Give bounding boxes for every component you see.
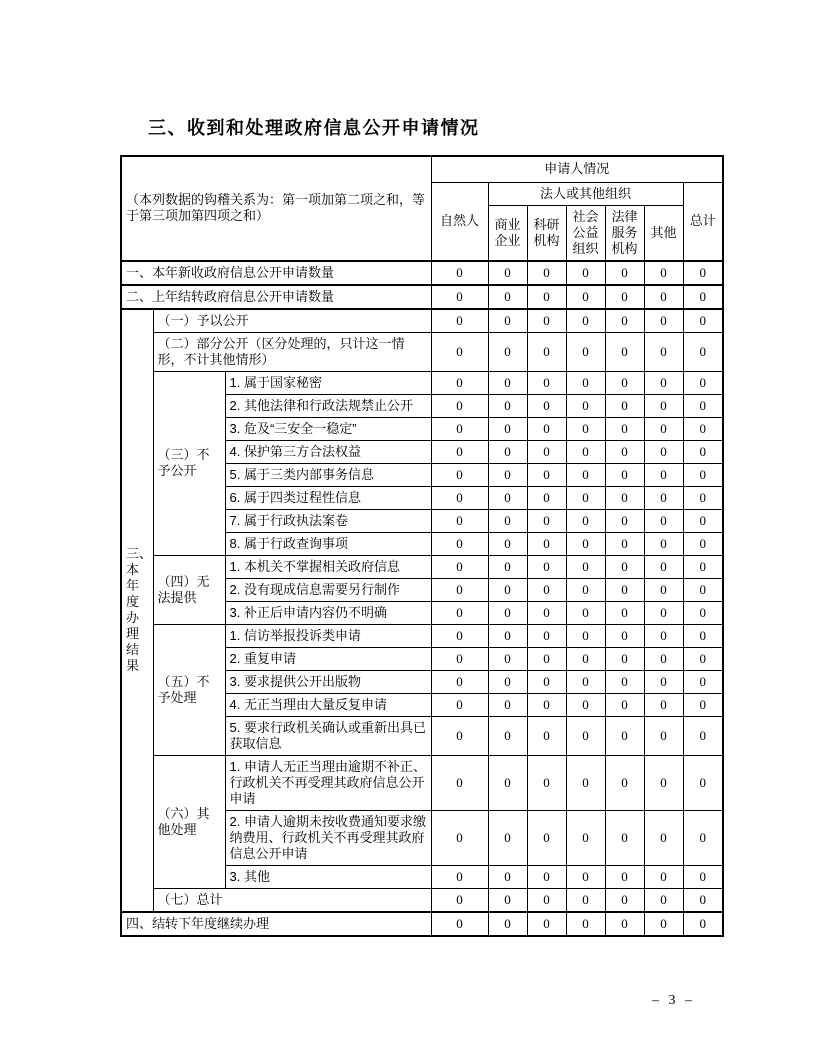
value-cell: 0 (644, 624, 683, 647)
value-cell: 0 (431, 912, 488, 936)
value-cell: 0 (566, 912, 605, 936)
row-label: 8. 属于行政查询事项 (225, 532, 431, 555)
value-cell: 0 (566, 463, 605, 486)
value-cell: 0 (566, 888, 605, 912)
row-label: 4. 无正当理由大量反复申请 (225, 693, 431, 716)
value-cell: 0 (683, 624, 723, 647)
value-cell: 0 (644, 647, 683, 670)
row-label: 二、上年结转政府信息公开申请数量 (121, 285, 431, 309)
value-cell: 0 (605, 394, 644, 417)
header-applicant-group: 申请人情况 (431, 156, 723, 182)
row-label: 5. 属于三类内部事务信息 (225, 463, 431, 486)
value-cell: 0 (683, 417, 723, 440)
value-cell: 0 (488, 670, 527, 693)
value-cell: 0 (527, 532, 566, 555)
value-cell: 0 (488, 532, 527, 555)
value-cell: 0 (488, 601, 527, 624)
value-cell: 0 (431, 810, 488, 865)
value-cell: 0 (683, 309, 723, 333)
value-cell: 0 (566, 371, 605, 394)
value-cell: 0 (683, 810, 723, 865)
value-cell: 0 (431, 647, 488, 670)
row-label: 4. 保护第三方合法权益 (225, 440, 431, 463)
value-cell: 0 (683, 532, 723, 555)
value-cell: 0 (431, 463, 488, 486)
info-request-table (120, 155, 724, 937)
value-cell: 0 (644, 486, 683, 509)
value-cell: 0 (566, 716, 605, 755)
value-cell: 0 (488, 716, 527, 755)
value-cell: 0 (605, 261, 644, 285)
value-cell: 0 (431, 261, 488, 285)
value-cell: 0 (644, 394, 683, 417)
value-cell: 0 (488, 693, 527, 716)
value-cell: 0 (683, 555, 723, 578)
value-cell: 0 (644, 865, 683, 888)
value-cell: 0 (488, 285, 527, 309)
value-cell: 0 (683, 601, 723, 624)
value-cell: 0 (527, 555, 566, 578)
value-cell: 0 (566, 309, 605, 333)
row-label: 1. 本机关不掌握相关政府信息 (225, 555, 431, 578)
value-cell: 0 (527, 440, 566, 463)
value-cell: 0 (431, 755, 488, 810)
row-label: 3. 要求提供公开出版物 (225, 670, 431, 693)
value-cell: 0 (527, 285, 566, 309)
table-row (121, 624, 723, 647)
header-col-legal-service: 法律服务机构 (605, 205, 644, 261)
section-title: 三、收到和处理政府信息公开申请情况 (148, 118, 480, 138)
table-row (121, 371, 723, 394)
value-cell: 0 (527, 693, 566, 716)
value-cell: 0 (644, 509, 683, 532)
value-cell: 0 (605, 371, 644, 394)
value-cell: 0 (605, 670, 644, 693)
value-cell: 0 (566, 486, 605, 509)
value-cell: 0 (644, 285, 683, 309)
row-label: 2. 没有现成信息需要另行制作 (225, 578, 431, 601)
value-cell: 0 (605, 332, 644, 371)
value-cell: 0 (488, 332, 527, 371)
row-label: 1. 申请人无正当理由逾期不补正、行政机关不再受理其政府信息公开申请 (225, 755, 431, 810)
group-label-not-processed: （五）不予处理 (153, 624, 225, 755)
value-cell: 0 (683, 670, 723, 693)
row-label: 2. 其他法律和行政法规禁止公开 (225, 394, 431, 417)
value-cell: 0 (527, 371, 566, 394)
header-natural-person: 自然人 (431, 182, 488, 261)
value-cell: 0 (527, 670, 566, 693)
value-cell: 0 (527, 601, 566, 624)
value-cell: 0 (605, 417, 644, 440)
table-row (121, 888, 723, 912)
value-cell: 0 (683, 285, 723, 309)
value-cell: 0 (431, 865, 488, 888)
value-cell: 0 (488, 578, 527, 601)
value-cell: 0 (488, 261, 527, 285)
value-cell: 0 (431, 309, 488, 333)
value-cell: 0 (527, 486, 566, 509)
value-cell: 0 (644, 810, 683, 865)
value-cell: 0 (683, 486, 723, 509)
value-cell: 0 (488, 810, 527, 865)
value-cell: 0 (488, 555, 527, 578)
value-cell: 0 (431, 486, 488, 509)
value-cell: 0 (683, 912, 723, 936)
value-cell: 0 (527, 309, 566, 333)
value-cell: 0 (605, 555, 644, 578)
value-cell: 0 (431, 670, 488, 693)
value-cell: 0 (605, 285, 644, 309)
value-cell: 0 (488, 440, 527, 463)
value-cell: 0 (527, 463, 566, 486)
value-cell: 0 (605, 509, 644, 532)
value-cell: 0 (566, 578, 605, 601)
value-cell: 0 (605, 578, 644, 601)
value-cell: 0 (527, 578, 566, 601)
group-label-unable-to-provide: （四）无法提供 (153, 555, 225, 624)
value-cell: 0 (644, 532, 683, 555)
section3-vertical-label: 三、本年度办理结果 (121, 309, 153, 912)
table-row (121, 912, 723, 936)
row-label: 7. 属于行政执法案卷 (225, 509, 431, 532)
header-note: （本列数据的钩稽关系为：第一项加第二项之和，等于第三项加第四项之和） (121, 156, 431, 261)
value-cell: 0 (431, 285, 488, 309)
table-row (121, 309, 723, 333)
value-cell: 0 (566, 755, 605, 810)
value-cell: 0 (605, 532, 644, 555)
row-label: （二）部分公开（区分处理的，只计这一情形，不计其他情形） (153, 332, 431, 371)
value-cell: 0 (431, 624, 488, 647)
value-cell: 0 (488, 417, 527, 440)
header-row-1 (121, 156, 723, 182)
group-label-not-disclosed: （三）不予公开 (153, 371, 225, 555)
value-cell: 0 (605, 912, 644, 936)
header-legal-group: 法人或其他组织 (488, 182, 683, 205)
header-col-social-welfare: 社会公益组织 (566, 205, 605, 261)
value-cell: 0 (566, 647, 605, 670)
group-label-other-handling: （六）其他处理 (153, 755, 225, 888)
table-row (121, 555, 723, 578)
value-cell: 0 (644, 309, 683, 333)
value-cell: 0 (527, 888, 566, 912)
value-cell: 0 (431, 440, 488, 463)
row-label: （七）总计 (153, 888, 431, 912)
value-cell: 0 (431, 601, 488, 624)
value-cell: 0 (488, 755, 527, 810)
value-cell: 0 (431, 332, 488, 371)
value-cell: 0 (527, 394, 566, 417)
value-cell: 0 (644, 332, 683, 371)
value-cell: 0 (527, 647, 566, 670)
value-cell: 0 (431, 509, 488, 532)
value-cell: 0 (527, 912, 566, 936)
value-cell: 0 (566, 532, 605, 555)
header-col-research: 科研机构 (527, 205, 566, 261)
value-cell: 0 (488, 865, 527, 888)
value-cell: 0 (431, 371, 488, 394)
value-cell: 0 (605, 755, 644, 810)
row-label: 一、本年新收政府信息公开申请数量 (121, 261, 431, 285)
value-cell: 0 (605, 309, 644, 333)
value-cell: 0 (527, 810, 566, 865)
value-cell: 0 (605, 693, 644, 716)
value-cell: 0 (431, 394, 488, 417)
value-cell: 0 (488, 647, 527, 670)
value-cell: 0 (644, 417, 683, 440)
value-cell: 0 (488, 463, 527, 486)
value-cell: 0 (644, 463, 683, 486)
value-cell: 0 (527, 417, 566, 440)
row-label: 5. 要求行政机关确认或重新出具已获取信息 (225, 716, 431, 755)
table-row (121, 755, 723, 810)
value-cell: 0 (644, 261, 683, 285)
value-cell: 0 (683, 509, 723, 532)
value-cell: 0 (566, 394, 605, 417)
value-cell: 0 (683, 755, 723, 810)
value-cell: 0 (566, 417, 605, 440)
value-cell: 0 (566, 555, 605, 578)
value-cell: 0 (566, 624, 605, 647)
row-label: 3. 危及“三安全一稳定” (225, 417, 431, 440)
value-cell: 0 (683, 463, 723, 486)
table-row (121, 261, 723, 285)
value-cell: 0 (488, 624, 527, 647)
value-cell: 0 (488, 912, 527, 936)
value-cell: 0 (644, 578, 683, 601)
value-cell: 0 (683, 371, 723, 394)
page-number: – 3 – (652, 993, 695, 1008)
value-cell: 0 (431, 888, 488, 912)
value-cell: 0 (488, 371, 527, 394)
table-row (121, 285, 723, 309)
value-cell: 0 (683, 440, 723, 463)
value-cell: 0 (566, 670, 605, 693)
value-cell: 0 (527, 624, 566, 647)
value-cell: 0 (644, 888, 683, 912)
table-row (121, 332, 723, 371)
value-cell: 0 (683, 394, 723, 417)
value-cell: 0 (566, 332, 605, 371)
header-col-other: 其他 (644, 205, 683, 261)
value-cell: 0 (527, 261, 566, 285)
value-cell: 0 (605, 647, 644, 670)
value-cell: 0 (683, 865, 723, 888)
value-cell: 0 (566, 440, 605, 463)
value-cell: 0 (683, 578, 723, 601)
value-cell: 0 (605, 810, 644, 865)
header-total: 总计 (683, 182, 723, 261)
value-cell: 0 (644, 716, 683, 755)
value-cell: 0 (566, 865, 605, 888)
value-cell: 0 (605, 440, 644, 463)
row-label: 3. 其他 (225, 865, 431, 888)
value-cell: 0 (644, 601, 683, 624)
value-cell: 0 (644, 440, 683, 463)
value-cell: 0 (605, 888, 644, 912)
value-cell: 0 (488, 486, 527, 509)
value-cell: 0 (527, 509, 566, 532)
row-label: 3. 补正后申请内容仍不明确 (225, 601, 431, 624)
value-cell: 0 (644, 670, 683, 693)
value-cell: 0 (527, 332, 566, 371)
value-cell: 0 (644, 755, 683, 810)
value-cell: 0 (431, 532, 488, 555)
row-label: （一）予以公开 (153, 309, 431, 333)
row-label: 1. 属于国家秘密 (225, 371, 431, 394)
value-cell: 0 (683, 716, 723, 755)
value-cell: 0 (431, 716, 488, 755)
row-label: 2. 重复申请 (225, 647, 431, 670)
header-col-business: 商业企业 (488, 205, 527, 261)
value-cell: 0 (683, 693, 723, 716)
value-cell: 0 (605, 486, 644, 509)
row-label: 6. 属于四类过程性信息 (225, 486, 431, 509)
value-cell: 0 (644, 371, 683, 394)
value-cell: 0 (605, 601, 644, 624)
value-cell: 0 (527, 716, 566, 755)
value-cell: 0 (605, 716, 644, 755)
row-label: 2. 申请人逾期未按收费通知要求缴纳费用、行政机关不再受理其政府信息公开申请 (225, 810, 431, 865)
value-cell: 0 (566, 509, 605, 532)
value-cell: 0 (488, 309, 527, 333)
value-cell: 0 (527, 755, 566, 810)
value-cell: 0 (488, 394, 527, 417)
value-cell: 0 (644, 912, 683, 936)
value-cell: 0 (644, 693, 683, 716)
value-cell: 0 (488, 509, 527, 532)
value-cell: 0 (605, 624, 644, 647)
value-cell: 0 (527, 865, 566, 888)
value-cell: 0 (566, 261, 605, 285)
value-cell: 0 (431, 693, 488, 716)
value-cell: 0 (488, 888, 527, 912)
row-label: 四、结转下年度继续办理 (121, 912, 431, 936)
value-cell: 0 (566, 601, 605, 624)
value-cell: 0 (683, 261, 723, 285)
value-cell: 0 (431, 417, 488, 440)
value-cell: 0 (683, 888, 723, 912)
value-cell: 0 (566, 693, 605, 716)
value-cell: 0 (566, 810, 605, 865)
value-cell: 0 (431, 578, 488, 601)
value-cell: 0 (605, 865, 644, 888)
value-cell: 0 (566, 285, 605, 309)
value-cell: 0 (644, 555, 683, 578)
value-cell: 0 (431, 555, 488, 578)
value-cell: 0 (605, 463, 644, 486)
value-cell: 0 (683, 332, 723, 371)
value-cell: 0 (683, 647, 723, 670)
row-label: 1. 信访举报投诉类申请 (225, 624, 431, 647)
